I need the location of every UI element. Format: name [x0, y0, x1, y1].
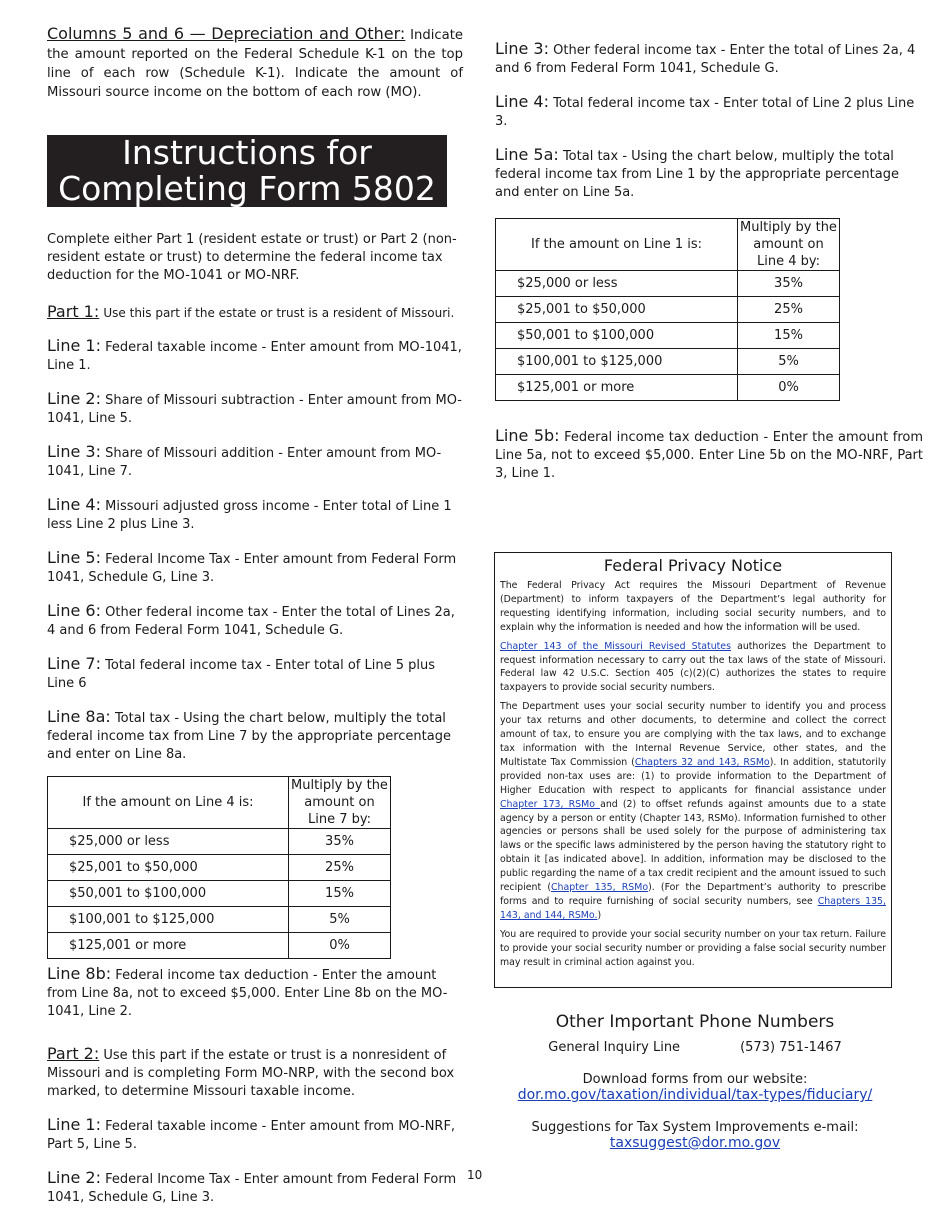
instructions-banner: [47, 135, 447, 207]
part2-rate-table: [495, 218, 840, 401]
part1-rate-table: [47, 776, 391, 959]
phone-numbers-section: [495, 1012, 895, 1151]
table-row: $25,001 to $50,000 25%: [48, 855, 391, 881]
chapters-32-143-link[interactable]: Chapters 32 and 143, RSMo: [634, 756, 770, 768]
table-row: $25,000 or less 35%: [496, 271, 840, 297]
table-row: $25,000 or less 35%: [48, 829, 391, 855]
part2-line-1: Line 1: Federal taxable income - Enter amount from MO-NRF, Part 5, Line 5.: [47, 1115, 456, 1152]
table-header-multiplier: Multiply by the amount on Line 4 by:: [738, 219, 840, 271]
download-forms-link[interactable]: dor.mo.gov/taxation/individual/tax-types/fiduciary/: [517, 1087, 873, 1103]
table-row: $50,001 to $100,000 15%: [496, 323, 840, 349]
chapter-135-link[interactable]: Chapter 135, RSMo: [551, 882, 649, 894]
part1-line-8a: Line 8a: Total tax - Using the chart below, multiply the total federal income tax from Line 7 by the appropriate percentage and enter on Line 8a.: [47, 707, 451, 762]
part2-intro: [47, 1045, 463, 1101]
privacy-notice-box: [494, 552, 892, 988]
table-row: $125,001 or more 0%: [48, 933, 391, 959]
part2-line-2: Line 2: Federal Income Tax - Enter amount from Federal Form 1041, Schedule G, Line 3.: [47, 1168, 457, 1205]
columns-5-6-text: Indicate the amount reported on the Federal Schedule K-1 on the top line of each row (Schedule K-1). Indicate the amount of Missouri source income on the bottom of each row (MO).: [47, 28, 463, 100]
privacy-paragraph-4: You are required to provide your social security number on your tax return. Failure to provide your social security number or providing a false social security number may result in criminal action against you.: [500, 928, 886, 968]
table-row: $50,001 to $100,000 15%: [48, 881, 391, 907]
part1-line-7: Line 7: Total federal income tax - Enter total of Line 5 plus Line 6: [47, 654, 436, 691]
part2-line-4: Line 4: Total federal income tax - Enter total of Line 2 plus Line 3.: [495, 92, 915, 129]
table-row: $100,001 to $125,000 5%: [48, 907, 391, 933]
part1-line-2: Line 2: Share of Missouri subtraction - Enter amount from MO-1041, Line 5.: [47, 389, 462, 426]
table-header-multiplier: Multiply by the amount on Line 7 by:: [289, 777, 391, 829]
columns-5-6-heading: Columns 5 and 6 — Depreciation and Other:: [47, 24, 406, 43]
phone-numbers-title: Other Important Phone Numbers: [555, 1012, 835, 1032]
table-header-amount: If the amount on Line 1 is:: [496, 219, 738, 271]
part2-line-5b: Line 5b: Federal income tax deduction - Enter the amount from Line 5a, not to exceed $5,000. Enter Line 5b on the MO-NRF, Part 3, Line 1.: [495, 426, 923, 481]
privacy-paragraph-1: The Federal Privacy Act requires the Missouri Department of Revenue (Department) to inform taxpayers of the Department’s legal authority for requesting identifying information, including social security numbers, and to explain why the information is needed and how the information will be used.: [500, 580, 886, 633]
right-column: [495, 40, 923, 498]
intro-paragraph: Complete either Part 1 (resident estate or trust) or Part 2 (non-resident estate or trust) to determine the federal income tax deduction for the MO-1041 or MO-NRF.: [47, 232, 457, 283]
page-number: 10: [467, 1168, 483, 1182]
chapters-135-143-144-link[interactable]: Chapters 135, 143, and 144, RSMo.: [500, 895, 886, 921]
left-column: [47, 24, 463, 1222]
part1-line-6: Line 6: Other federal income tax - Enter the total of Lines 2a, 4 and 6 from Federal Form 1041, Schedule G.: [47, 601, 455, 638]
general-inquiry-row: [495, 1040, 895, 1055]
table-header-amount: If the amount on Line 4 is:: [48, 777, 289, 829]
part1-line-8b: Line 8b: Federal income tax deduction - Enter the amount from Line 8a, not to exceed $5,000. Enter Line 8b on the MO-1041, Line 2.: [47, 964, 448, 1019]
part1-intro: [47, 303, 463, 323]
banner-line-2: Completing Form 5802: [58, 169, 436, 207]
chapter-143-link[interactable]: Chapter 143 of the Missouri Revised Statutes: [500, 640, 731, 652]
suggestions-text: Suggestions for Tax System Improvements e-mail:: [531, 1120, 859, 1135]
part1-line-3: Line 3: Share of Missouri addition - Enter amount from MO-1041, Line 7.: [47, 442, 442, 479]
part1-line-5: Line 5: Federal Income Tax - Enter amount from Federal Form 1041, Schedule G, Line 3.: [47, 548, 457, 585]
part2-line-5a: Line 5a: Total tax - Using the chart below, multiply the total federal income tax from Line 1 by the appropriate percentage and enter on Line 5a.: [495, 145, 899, 200]
privacy-notice-title: Federal Privacy Notice: [603, 556, 783, 575]
suggestions-email-link[interactable]: taxsuggest@dor.mo.gov: [609, 1135, 781, 1151]
download-text: Download forms from our website:: [582, 1072, 808, 1087]
table-row: $100,001 to $125,000 5%: [496, 349, 840, 375]
part1-line-1: Line 1: Federal taxable income - Enter amount from MO-1041, Line 1.: [47, 336, 462, 373]
general-inquiry-number: (573) 751-1467: [740, 1040, 842, 1055]
part1-heading: Part 1:: [47, 302, 100, 321]
columns-5-6-paragraph: [47, 24, 463, 102]
part2-line-3: Line 3: Other federal income tax - Enter the total of Lines 2a, 4 and 6 from Federal Form 1041, Schedule G.: [495, 39, 916, 76]
part2-heading: Part 2:: [47, 1044, 100, 1063]
privacy-paragraph-2: Chapter 143 of the Missouri Revised Statutes authorizes the Department to request information necessary to carry out the tax laws of the state of Missouri. Federal law 42 U.S.C. Section 405 (c)(2)(C) authorizes the states to require taxpayers to provide social security numbers.: [500, 640, 886, 694]
table-row: $125,001 or more 0%: [496, 375, 840, 401]
table-row: $25,001 to $50,000 25%: [496, 297, 840, 323]
chapter-173-link[interactable]: Chapter 173, RSMo: [500, 798, 601, 810]
banner-line-1: Instructions for: [122, 135, 372, 172]
part1-text: Use this part if the estate or trust is a resident of Missouri.: [103, 306, 455, 320]
part2-text: Use this part if the estate or trust is a nonresident of Missouri and is completing Form MO-NRP, with the second box marked, to determine Missouri taxable income.: [47, 1048, 455, 1099]
part1-line-4: Line 4: Missouri adjusted gross income - Enter total of Line 1 less Line 2 plus Line 3.: [47, 495, 452, 532]
privacy-paragraph-3: The Department uses your social security number to identify you and process your tax returns and other documents, to determine and collect the correct amount of tax, to ensure you are complying with the tax laws, and to exchange tax information with the Internal Revenue Service, other states, and the Multistate Tax Commission (Chapters 32 and 143, RSMo). In addition, statutorily provided non-tax uses are: (1) to provide information to the Department of Higher Education with respect to applicants for financial assistance under Chapter 173, RSMo and (2) to offset refunds against amounts due to a state agency by a person or entity (Chapter 143, RSMo). Information furnished to other agencies or persons shall be used solely for the purpose of administering tax laws or the specific laws administered by the person having the statutory right to obtain it [as indicated above]. In addition, information may be disclosed to the public regarding the name of a tax credit recipient and the amount issued to such recipient (Chapter 135, RSMo). (For the Department’s authority to prescribe forms and to require furnishing of social security numbers, see Chapters 135, 143, and 144, RSMo.): [500, 701, 886, 921]
general-inquiry-label: General Inquiry Line: [548, 1040, 681, 1055]
